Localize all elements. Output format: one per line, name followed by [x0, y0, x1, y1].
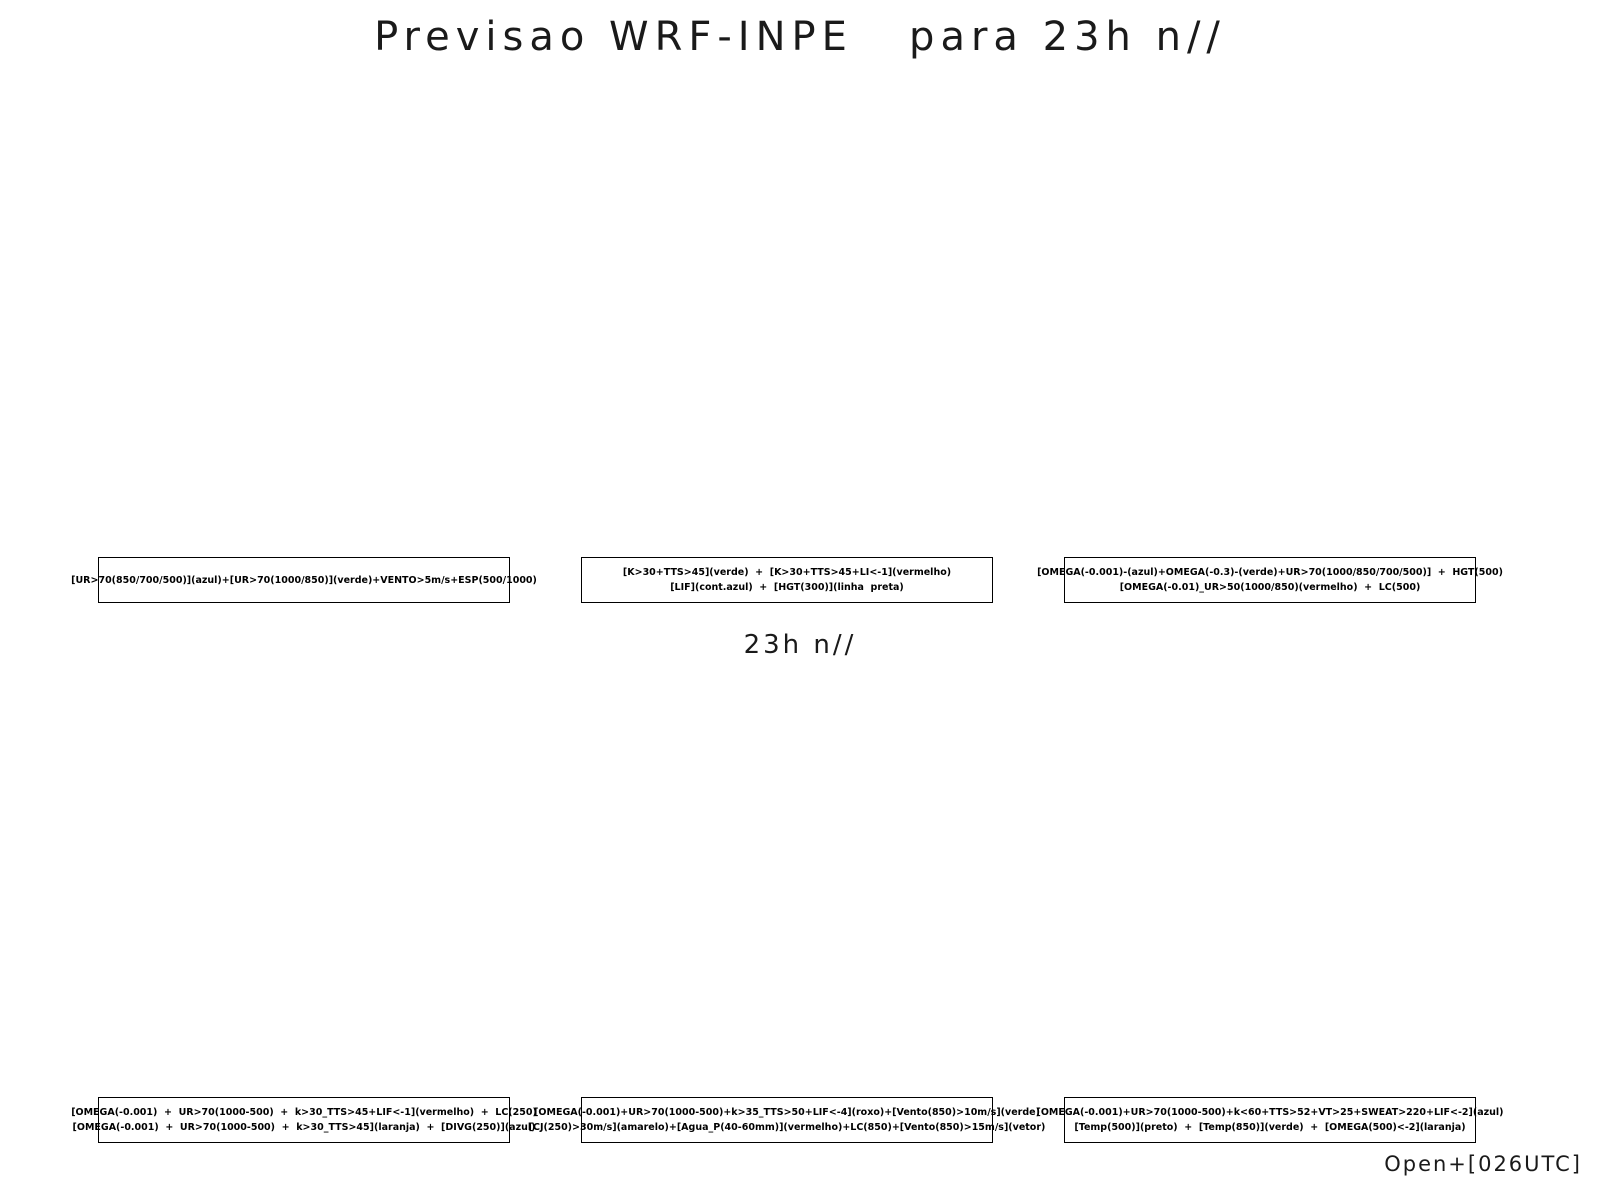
legend-line: [OMEGA(-0.001) + UR>70(1000-500) + k>30_TTS>45+LIF<-1](vermelho) + LC(250) — [71, 1107, 537, 1118]
legend-line: [CJ(250)>30m/s](amarelo)+[Agua_P(40-60mm)](vermelho)+LC(850)+[Vento(850)>15m/s](vetor) — [528, 1122, 1046, 1133]
legend-line: [OMEGA(-0.001)+UR>70(1000-500)+k<60+TTS>52+VT>25+SWEAT>220+LIF<-2](azul) — [1036, 1107, 1504, 1118]
legend-line: [OMEGA(-0.001)+UR>70(1000-500)+k>35_TTS>50+LIF<-4](roxo)+[Vento(850)>10m/s](verde) — [534, 1107, 1040, 1118]
legend-line: [OMEGA(-0.001) + UR>70(1000-500) + k>30_TTS>45](laranja) + [DIVG(250)](azul) — [72, 1122, 536, 1133]
map-panel-lower-left — [98, 690, 510, 1085]
legend-line: [UR>70(850/700/500)](azul)+[UR>70(1000/850)](verde)+VENTO>5m/s+ESP(500/1000) — [71, 574, 537, 586]
page-title: Previsao WRF-INPE para 23h n// — [374, 14, 1226, 60]
legend-line: [K>30+TTS>45](verde) + [K>30+TTS>45+LI<-1](vermelho) — [622, 567, 952, 578]
map-panel-upper-left — [98, 100, 510, 550]
map-panel-lower-center — [581, 690, 993, 1085]
map-panel-upper-right — [1064, 100, 1476, 550]
legend-box-umidade-relativa-vento — [71, 557, 537, 603]
legend-line: [LIF](cont.azul) + [HGT(300)](linha preta) — [670, 582, 904, 593]
legend-line: [Temp(500)](preto) + [Temp(850)](verde) + [OMEGA(500)<-2](laranja) — [1074, 1122, 1466, 1133]
legend-line: [OMEGA(-0.01)_UR>50(1000/850)(vermelho) + LC(500) — [1119, 582, 1421, 593]
map-panel-upper-center — [581, 100, 993, 550]
legend-line: [OMEGA(-0.001)-(azul)+OMEGA(-0.3)-(verde)+UR>70(1000/850/700/500)] + HGT(500) — [1037, 567, 1503, 578]
legend-box-omega-ur-k-tts-lc-divg — [71, 1097, 537, 1143]
map-panel-lower-right — [1064, 690, 1476, 1085]
legend-box-indice-k-tts-lif — [581, 557, 993, 603]
legend-box-omega-ur-sweat-temp — [1036, 1097, 1504, 1143]
section-subtitle: 23h n// — [743, 630, 857, 660]
legend-box-omega-ur-hgt — [1037, 557, 1503, 603]
legend-box-omega-ur-cj-agua-vento — [528, 1097, 1046, 1143]
run-time-stamp: Open+[026UTC] — [1384, 1152, 1582, 1176]
